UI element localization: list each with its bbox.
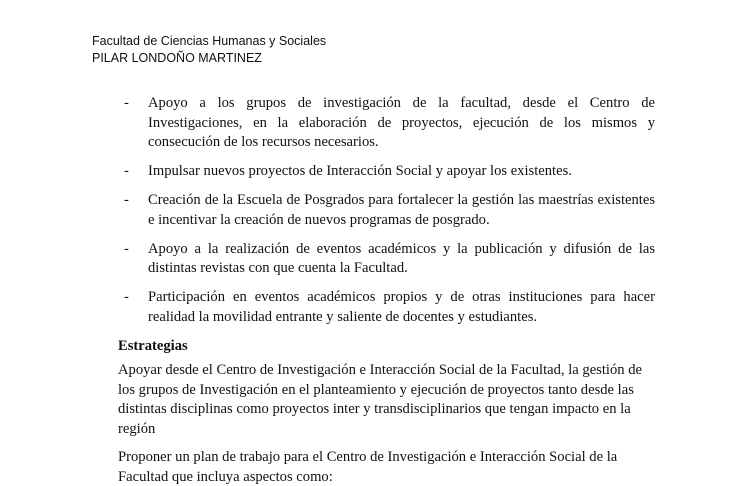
header-author: PILAR LONDOÑO MARTINEZ <box>92 51 262 65</box>
bullet-dash: - <box>124 240 129 257</box>
bullet-dash: - <box>124 95 129 111</box>
bullet-dash: - <box>124 192 129 208</box>
list-item-text: Apoyo a los grupos de investigación de la facultad, desde el Centro de Investigaciones, en la elaboración de proyectos, ejecución de los mismos y consecución de los recursos necesarios. <box>148 95 655 150</box>
list-item <box>118 288 655 327</box>
list-item <box>118 240 655 279</box>
page-header <box>92 33 326 67</box>
section-heading: Estrategias <box>118 337 188 354</box>
bullet-dash: - <box>124 163 129 179</box>
list-item-text: Creación de la Escuela de Posgrados para fortalecer la gestión las maestrías existentes e incentivar la creación de nuevos programas de posgrado. <box>148 192 655 228</box>
list-item <box>118 191 655 230</box>
bullet-dash: - <box>124 289 129 305</box>
list-item-text: Impulsar nuevos proyectos de Interacción Social y apoyar los existentes. <box>148 163 572 179</box>
list-item <box>118 94 655 153</box>
list-item-text: Participación en eventos académicos propios y de otras instituciones para hacer realidad la movilidad entrante y saliente de docentes y estudiantes. <box>148 289 655 325</box>
document-body <box>118 94 655 486</box>
strategy-paragraph: Apoyar desde el Centro de Investigación e Interacción Social de la Facultad, la gestión de los grupos de Investigación en el planteamiento y ejecución de proyectos tanto desde las distintas disciplinas como proyectos inter y transdisciplinarios que tengan impacto en la región <box>118 362 642 437</box>
strategy-paragraph: Proponer un plan de trabajo para el Centro de Investigación e Interacción Social de la Facultad que incluya aspectos como: <box>118 449 618 485</box>
list-item-text: Apoyo a la realización de eventos académicos y la publicación y difusión de las distintas revistas con que cuenta la Facultad. <box>148 240 655 276</box>
header-faculty: Facultad de Ciencias Humanas y Sociales <box>92 34 327 48</box>
list-item <box>118 162 655 182</box>
objectives-list <box>118 94 655 327</box>
